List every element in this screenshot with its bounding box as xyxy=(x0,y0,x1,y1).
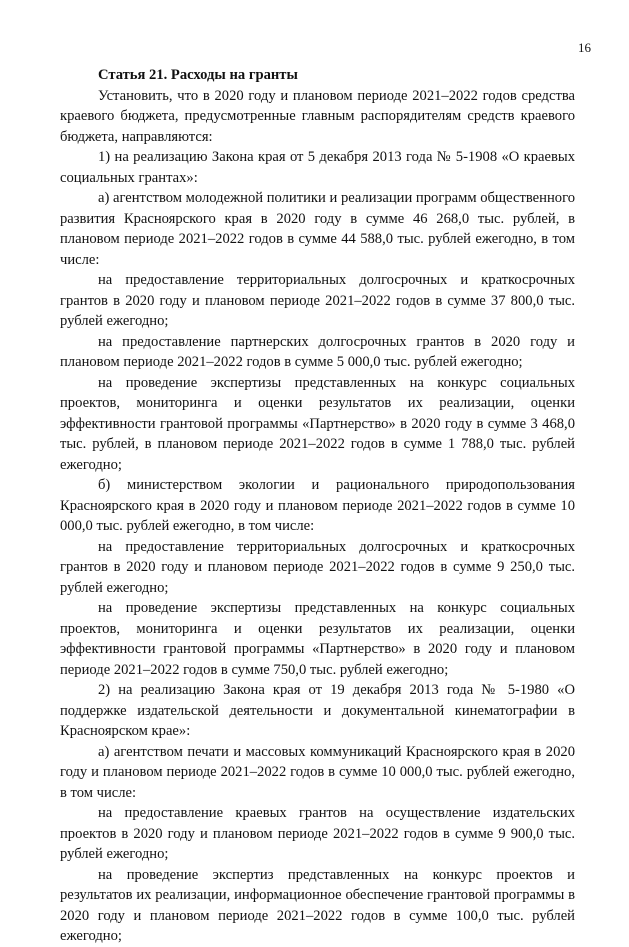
paragraph-item-1: 1) на реализацию Закона края от 5 декабря 2013 года № 5-1908 «О краевых социальных грантах»: xyxy=(60,149,575,186)
paragraph-item-1b: б) министерством экологии и рационального природопользования Красноярского края в 2020 году и плановом периоде 2021–2022 годов в сумме 10 000,0 тыс. рублей ежегодно, в том числе: xyxy=(60,477,575,534)
paragraph-item-1a: а) агентством молодежной политики и реализации программ общественного развития Красноярского края в 2020 году в сумме 46 268,0 тыс. рублей, в плановом периоде 2021–2022 годов в сумме 44 588,0 тыс. рублей ежегодно, в том числе: xyxy=(60,190,575,268)
paragraph-1b-expertise: на проведение экспертизы представленных на конкурс социальных проектов, мониторинга и оценки результатов их реализации, оценки эффективности грантовой программы «Партнерство» в 2020 году и плановом периоде 2021–2022 годов в сумме 750,0 тыс. рублей ежегодно; xyxy=(60,600,575,678)
paragraph-intro: Установить, что в 2020 году и плановом периоде 2021–2022 годов средства краевого бюджета, предусмотренные главным распорядителям средств краевого бюджета, направляются: xyxy=(60,87,575,145)
paragraph-item-2a: а) агентством печати и массовых коммуникаций Красноярского края в 2020 году и плановом периоде 2021–2022 годов в сумме 10 000,0 тыс. рублей ежегодно, в том числе: xyxy=(60,743,575,801)
paragraph-2a-publishing-grants: на предоставление краевых грантов на осуществление издательских проектов в 2020 году и плановом периоде 2021–2022 годов в сумме 9 900,0 тыс. рублей ежегодно; xyxy=(60,805,575,862)
page-number: 16 xyxy=(578,40,591,55)
paragraph-item-2: 2) на реализацию Закона края от 19 декабря 2013 года № 5-1980 «О поддержке издательской деятельности и документальной кинематографии в Красноярском крае»: xyxy=(60,682,575,739)
paragraph-1a-expertise: на проведение экспертизы представленных на конкурс социальных проектов, мониторинга и оценки результатов их реализации, оценки эффективности грантовой программы «Партнерство» в 2020 году в сумме 3 468,0 тыс. рублей, в плановом периоде 2021–2022 годов в сумме 1 788,0 тыс. рублей ежегодно; xyxy=(60,374,575,473)
paragraph-1a-partner-grants: на предоставление партнерских долгосрочных грантов в 2020 году и плановом периоде 2021–2022 годов в сумме 5 000,0 тыс. рублей ежегодно; xyxy=(60,333,575,370)
document-body xyxy=(60,65,575,947)
paragraph-2a-expertise: на проведение экспертиз представленных на конкурс проектов и результатов их реализации, информационное обеспечение грантовой программы в 2020 году и плановом периоде 2021–2022 годов в сумме 100,0 тыс. рублей ежегодно; xyxy=(60,866,575,944)
article-heading: Статья 21. Расходы на гранты xyxy=(98,67,298,83)
paragraph-1b-territorial-grants: на предоставление территориальных долгосрочных и краткосрочных грантов в 2020 году и плановом периоде 2021–2022 годов в сумме 9 250,0 тыс. рублей ежегодно; xyxy=(60,538,575,596)
paragraph-1a-territorial-grants: на предоставление территориальных долгосрочных и краткосрочных грантов в 2020 году и плановом периоде 2021–2022 годов в сумме 37 800,0 тыс. рублей ежегодно; xyxy=(60,272,575,329)
